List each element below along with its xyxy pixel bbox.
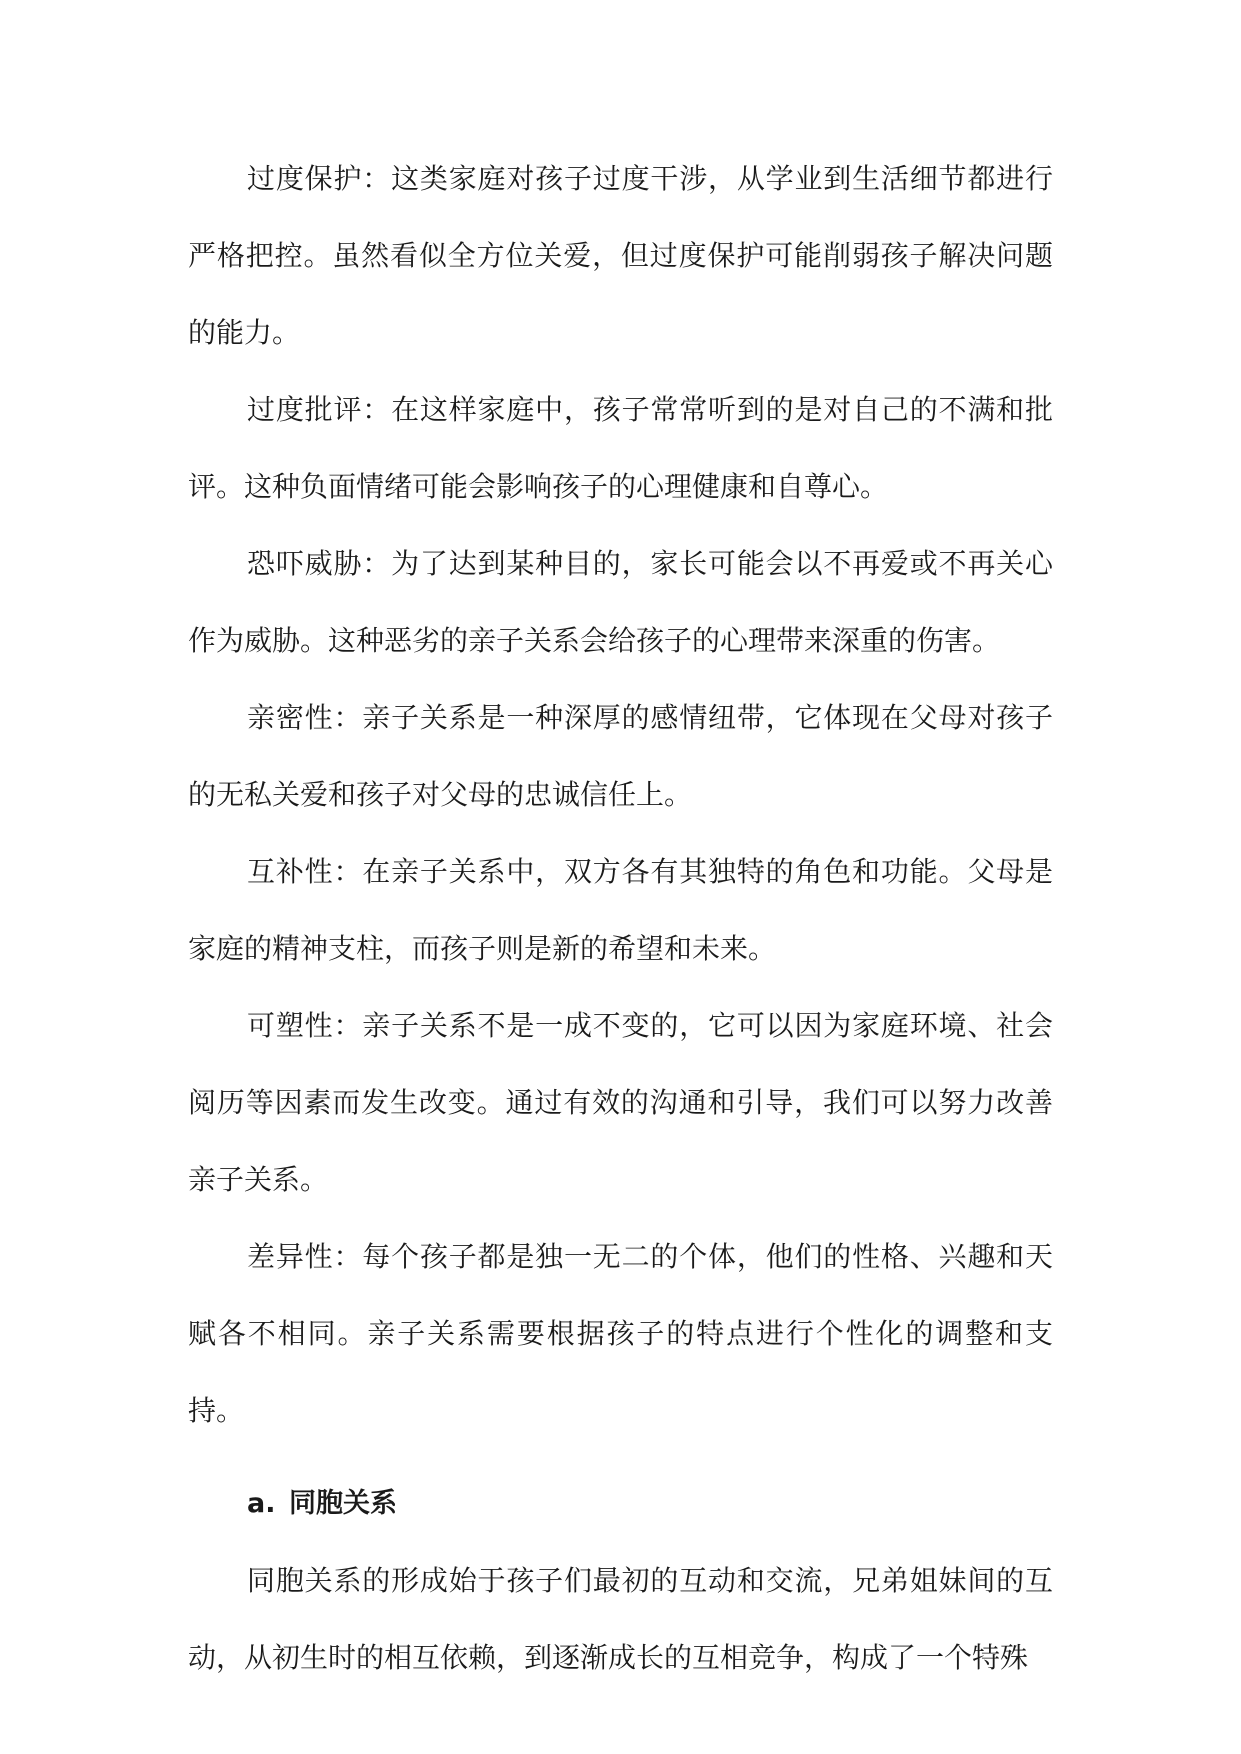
paragraph-intimacy: 亲密性：亲子关系是一种深厚的感情纽带，它体现在父母对孩子的无私关爱和孩子对父母的忠诚信任上。 [188,701,1053,811]
paragraph-sibling-formation: 同胞关系的形成始于孩子们最初的互动和交流，兄弟姐妹间的互动，从初生时的相互依赖，到逐渐成长的互相竞争，构成了一个特殊 [188,1564,1053,1674]
paragraph-plasticity: 可塑性：亲子关系不是一成不变的，它可以因为家庭环境、社会阅历等因素而发生改变。通过有效的沟通和引导，我们可以努力改善亲子关系。 [188,1009,1053,1196]
paragraph-difference: 差异性：每个孩子都是独一无二的个体，他们的性格、兴趣和天赋各不相同。亲子关系需要根据孩子的特点进行个性化的调整和支持。 [188,1240,1053,1427]
document-body [188,140,1053,1696]
paragraph-overcriticism: 过度批评：在这样家庭中，孩子常常听到的是对自己的不满和批评。这种负面情绪可能会影响孩子的心理健康和自尊心。 [188,393,1053,503]
paragraph-overprotection: 过度保护：这类家庭对孩子过度干涉，从学业到生活细节都进行严格把控。虽然看似全方位关爱，但过度保护可能削弱孩子解决问题的能力。 [188,162,1053,349]
paragraph-complementarity: 互补性：在亲子关系中，双方各有其独特的角色和功能。父母是家庭的精神支柱，而孩子则是新的希望和未来。 [188,855,1053,965]
paragraph-intimidation: 恐吓威胁：为了达到某种目的，家长可能会以不再爱或不再关心作为威胁。这种恶劣的亲子关系会给孩子的心理带来深重的伤害。 [188,547,1053,657]
section-heading-title: 同胞关系 [289,1488,397,1519]
section-heading-sibling-relationship [188,1465,1053,1542]
section-heading-marker: a. [247,1488,276,1519]
